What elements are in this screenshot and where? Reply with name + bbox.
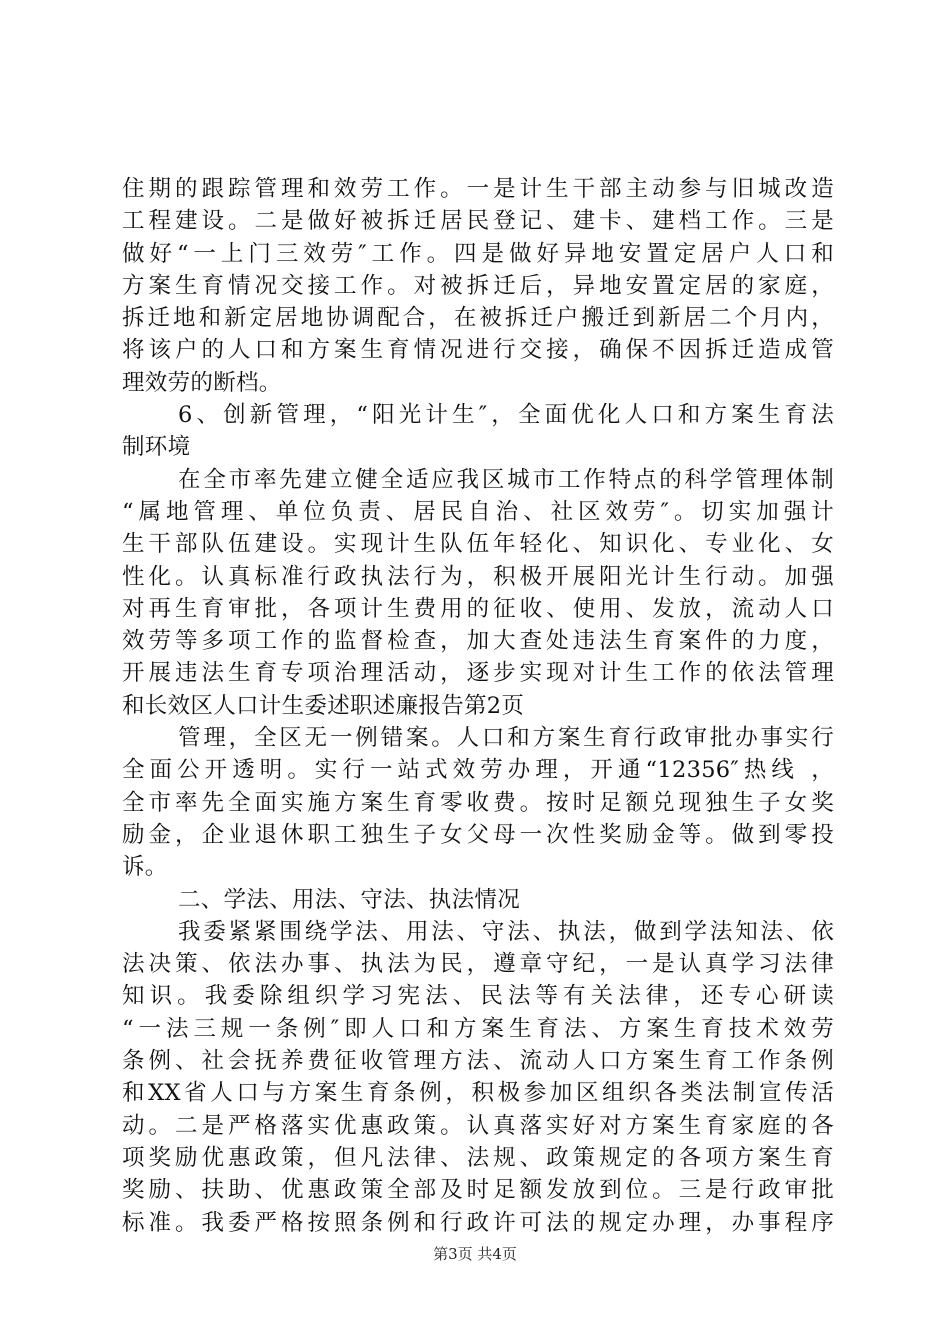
text-line: 诉。 [122, 854, 168, 881]
text-line: 标准。我委严格按照条例和行政许可法的规定办理，办事程序 [122, 1209, 834, 1236]
text-line: 法决策、依法办事、执法为民，遵章守纪，一是认真学习法律 [122, 951, 834, 978]
text-line: 对再生育审批，各项计生费用的征收、使用、发放，流动人口 [122, 595, 834, 622]
text-line: 全面公开透明。实行一站式效劳办理，开通“12356″热线 ， [122, 757, 834, 784]
text-line: 住期的跟踪管理和效劳工作。一是计生干部主动参与旧城改造 [122, 176, 834, 202]
text-line: “一法三规一条例″即人口和方案生育法、方案生育技术效劳 [122, 1015, 834, 1042]
text-line: 拆迁地和新定居地协调配合，在被拆迁户搬迁到新居二个月内， [122, 305, 834, 332]
text-line: 性化。认真标准行政执法行为，积极开展阳光计生行动。加强 [122, 563, 834, 590]
text-line: 和XX省人口与方案生育条例，积极参加区组织各类法制宣传活 [122, 1080, 834, 1107]
text-line: 理效劳的断档。 [122, 369, 282, 396]
text-line: 我委紧紧围绕学法、用法、守法、执法，做到学法知法、依 [178, 918, 834, 945]
text-line: 励金，企业退休职工独生子女父母一次性奖励金等。做到零投 [122, 821, 834, 848]
text-line: 在全市率先建立健全适应我区城市工作特点的科学管理体制 [178, 466, 834, 493]
text-line: 条例、社会抚养费征收管理方法、流动人口方案生育工作条例 [122, 1048, 834, 1075]
page-footer: 第3页 共4页 [433, 1245, 517, 1263]
text-line: 将该户的人口和方案生育情况进行交接，确保不因拆迁造成管 [122, 337, 834, 364]
text-line: 制环境 [122, 434, 191, 461]
text-line: 开展违法生育专项治理活动，逐步实现对计生工作的依法管理 [122, 660, 834, 687]
text-line: 管理，全区无一例错案。人口和方案生育行政审批办事实行 [178, 725, 834, 752]
text-line: 方案生育情况交接工作。对被拆迁后，异地安置定居的家庭， [122, 272, 834, 299]
text-line: 效劳等多项工作的监督检查，加大查处违法生育案件的力度， [122, 628, 834, 655]
text-line: 知识。我委除组织学习宪法、民法等有关法律，还专心研读 [122, 983, 834, 1010]
text-line: 和长效区人口计生委述职述廉报告第2页 [122, 692, 525, 719]
text-line: 二、学法、用法、守法、执法情况 [178, 886, 521, 913]
text-line: 工程建设。二是做好被拆迁居民登记、建卡、建档工作。三是 [122, 208, 834, 235]
text-line: 生干部队伍建设。实现计生队伍年轻化、知识化、专业化、女 [122, 531, 834, 558]
text-line: 做好“一上门三效劳″工作。四是做好异地安置定居户人口和 [122, 240, 834, 267]
text-line: 动。二是严格落实优惠政策。认真落实好对方案生育家庭的各 [122, 1112, 834, 1139]
document-body [122, 173, 834, 1239]
text-line: 全市率先全面实施方案生育零收费。按时足额兑现独生子女奖 [122, 789, 834, 816]
text-line: 项奖励优惠政策，但凡法律、法规、政策规定的各项方案生育 [122, 1144, 834, 1171]
text-line: 奖励、扶助、优惠政策全部及时足额发放到位。三是行政审批 [122, 1177, 834, 1204]
text-line: “属地管理、单位负责、居民自治、社区效劳″。切实加强计 [122, 498, 834, 525]
text-line: 6、创新管理，“阳光计生″，全面优化人口和方案生育法 [178, 402, 834, 429]
